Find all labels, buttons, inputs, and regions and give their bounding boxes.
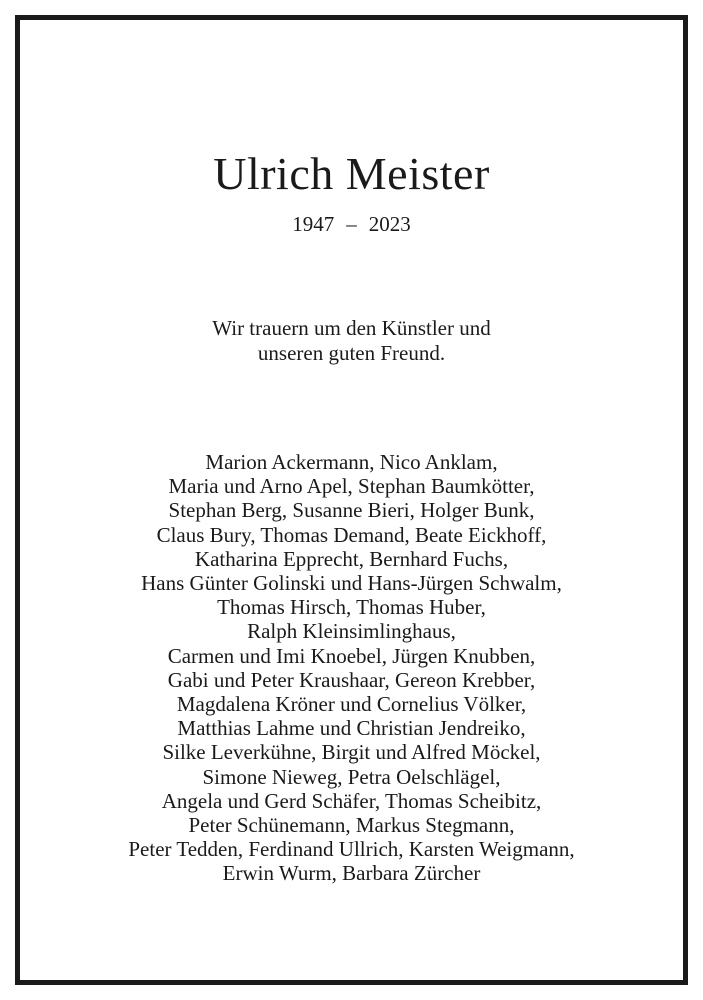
- deceased-name: Ulrich Meister: [213, 148, 490, 199]
- mourner-line: Katharina Epprecht, Bernhard Fuchs,: [194, 546, 509, 571]
- mourner-line: Carmen und Imi Knoebel, Jürgen Knubben,: [167, 643, 536, 668]
- message-line: Wir trauern um den Künstler und: [212, 316, 491, 340]
- mourner-line: Simone Nieweg, Petra Oelschlägel,: [202, 764, 501, 789]
- mourner-line: Ralph Kleinsimlinghaus,: [247, 619, 456, 644]
- mourner-line: Maria und Arno Apel, Stephan Baumkötter,: [168, 474, 535, 499]
- mourner-line: Magdalena Kröner und Cornelius Völker,: [176, 692, 527, 717]
- mourner-line: Peter Tedden, Ferdinand Ullrich, Karsten Weigmann,: [128, 837, 575, 862]
- mourner-line: Angela und Gerd Schäfer, Thomas Scheibitz,: [161, 788, 542, 813]
- life-dates: [0, 211, 703, 237]
- mourner-line: Erwin Wurm, Barbara Zürcher: [222, 861, 481, 886]
- mourner-line: Thomas Hirsch, Thomas Huber,: [217, 595, 486, 620]
- mourner-line: Peter Schünemann, Markus Stegmann,: [188, 813, 515, 838]
- mourner-line: Hans Günter Golinski und Hans-Jürgen Schwalm,: [141, 571, 562, 596]
- mourner-line: Silke Leverkühne, Birgit und Alfred Möckel,: [162, 740, 541, 765]
- death-year: 2023: [368, 212, 411, 236]
- birth-year: 1947: [292, 212, 335, 236]
- date-separator: –: [346, 212, 357, 236]
- mourners-list: [0, 450, 703, 886]
- mourning-message: [0, 316, 703, 366]
- mourner-line: Stephan Berg, Susanne Bieri, Holger Bunk,: [168, 498, 535, 523]
- mourner-line: Gabi und Peter Kraushaar, Gereon Krebber,: [167, 667, 536, 692]
- message-line: unseren guten Freund.: [257, 341, 446, 365]
- mourner-line: Claus Bury, Thomas Demand, Beate Eickhoff,: [156, 522, 547, 547]
- mourner-line: Marion Ackermann, Nico Anklam,: [205, 450, 498, 474]
- mourner-line: Matthias Lahme und Christian Jendreiko,: [177, 716, 526, 741]
